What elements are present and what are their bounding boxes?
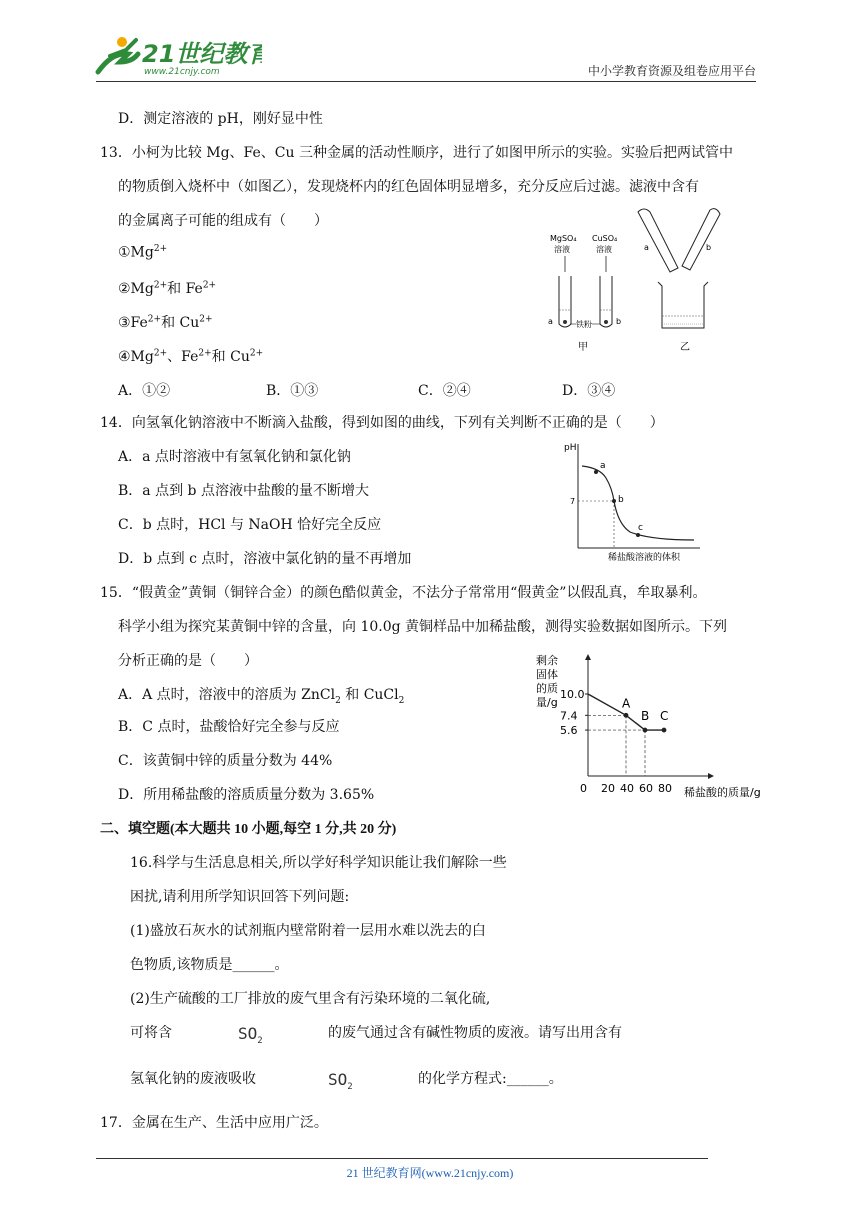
- q15-ylabel-line3: 的质: [536, 682, 558, 695]
- ph-tick-7: 7: [570, 497, 576, 506]
- q15-point-label-A: A: [622, 696, 631, 711]
- q15-point-label-C: C: [660, 709, 669, 724]
- figure-jia-caption: 甲: [578, 342, 588, 353]
- iron-powder-label: 铁粉: [576, 320, 592, 329]
- q16-line6-start: 可将含: [130, 1025, 172, 1041]
- q15-x-tick-label: 0: [580, 782, 587, 795]
- q14-option-a: A．a 点时溶液中有氢氧化钠和氯化钠: [118, 449, 351, 465]
- q16-line1: 16.科学与生活息息相关,所以学好科学知识能让我们解除一些: [130, 855, 507, 871]
- q15-y-tick-label: 7.4: [560, 709, 578, 723]
- ph-label-b: b: [618, 495, 624, 505]
- q13-item-2: $②Mg^{2+}$和 $Fe^{2+}$: [118, 280, 217, 297]
- tube2-label-line2: 溶液: [596, 245, 612, 254]
- q14-stem: 14．向氢氧化钠溶液中不断滴入盐酸，得到如图的曲线，下列有关判断不正确的是（ ）: [100, 415, 664, 431]
- q13-item-1: $①Mg^{2+}$: [118, 244, 168, 261]
- q15-option-b: B．C 点时，盐酸恰好完全参与反应: [118, 719, 340, 735]
- ph-axis-label: pH: [564, 443, 577, 453]
- q13-item-4: $④Mg^{2+}$、$Fe^{2+}$和 $Cu^{2+}$: [118, 348, 264, 365]
- logo-url: www.21cnjy.com: [144, 67, 220, 77]
- q15-option-a: A．A 点时，溶液中的溶质为 ZnCl$_2$ 和 CuCl$_2$: [118, 687, 405, 706]
- footer-divider: [96, 1158, 708, 1159]
- q13-stem-line2: 的物质倒入烧杯中（如图乙），发现烧杯内的红色固体明显增多，充分反应后过滤。滤液中含有: [118, 179, 699, 195]
- q16-line6-end: 的废气通过含有碱性物质的废液。请写出用含有: [328, 1025, 622, 1041]
- q15-stem-line2: 科学小组为探究某黄铜中锌的含量，向 10.0g 黄铜样品中加稀盐酸，测得实验数据如图所示。下列: [118, 619, 728, 635]
- ph-label-a: a: [600, 461, 606, 471]
- q14-option-b: B．a 点到 b 点溶液中盐酸的量不断增大: [118, 483, 369, 499]
- tilted-tube-a: [638, 209, 678, 272]
- so2-formula-2: $SO_2$: [328, 1070, 353, 1093]
- tube2-label-line1: CuSO₄: [592, 234, 618, 243]
- tube1-label-line2: 溶液: [554, 245, 570, 254]
- q15-xlabel: 稀盐酸的质量/g: [684, 786, 761, 799]
- q15-y-tick-label: 10.0: [560, 688, 585, 701]
- tube-b-label: b: [616, 317, 622, 326]
- q16-line5: (2)生产硫酸的工厂排放的废气里含有污染环境的二氧化硫,: [130, 991, 491, 1007]
- q15-stem-line1: 15．“假黄金”黄铜（铜锌合金）的颜色酷似黄金，不法分子常常用“假黄金”以假乱真，牟取暴利。: [100, 585, 707, 601]
- q15-point-A: [624, 713, 629, 718]
- q13-experiment-figure: [540, 200, 740, 360]
- q13-stem-line3: 的金属离子可能的组成有（ ）: [118, 213, 328, 229]
- q15-ylabel-line2: 固体: [536, 668, 558, 681]
- q13-option-c: C．②④: [418, 383, 471, 399]
- q13-option-a: A．①②: [118, 383, 171, 399]
- q16-line7-start: 氢氧化钠的废液吸收: [130, 1071, 256, 1087]
- q16-line7-end: 的化学方程式:______。: [418, 1071, 563, 1087]
- q15-point-label-B: B: [641, 709, 650, 724]
- test-tube-b: [600, 276, 612, 327]
- so2-formula-1: $SO_2$: [238, 1024, 263, 1047]
- q15-x-axis-arrow: [708, 773, 714, 779]
- section-2-title: 二、填空题(本大题共 10 小题,每空 1 分,共 20 分): [100, 822, 397, 837]
- q14-option-d: D．b 点到 c 点时，溶液中氯化钠的量不再增加: [118, 551, 412, 567]
- tilted-b-label: b: [706, 243, 712, 252]
- footer-source: 21 世纪教育网(www.21cnjy.com): [346, 1166, 514, 1180]
- ph-label-c: c: [638, 523, 643, 533]
- ph-x-label: 稀盐酸溶液的体积: [608, 553, 681, 563]
- q16-line4: 色物质,该物质是______。: [130, 957, 289, 973]
- test-tube-a: [559, 276, 571, 327]
- q12-option-d: D．测定溶液的 pH，刚好显中性: [118, 111, 323, 127]
- q13-stem-line1: 13．小柯为比较 Mg、Fe、Cu 三种金属的活动性顺序，进行了如图甲所示的实验。实验后把两试管中: [100, 145, 733, 161]
- tilted-tube-b: [682, 209, 720, 270]
- q13-option-b: B．①③: [266, 383, 319, 399]
- logo-title: 21世纪教育: [142, 40, 262, 68]
- tilted-a-label: a: [644, 243, 649, 252]
- q13-item-3: $③Fe^{2+}$和 $Cu^{2+}$: [118, 314, 213, 331]
- q14-ph-chart: [560, 436, 710, 566]
- figure-yi-caption: 乙: [680, 342, 690, 353]
- q15-option-d: D．所用稀盐酸的溶质质量分数为 3.65%: [118, 787, 375, 803]
- q15-x-tick-label: 40: [620, 782, 634, 795]
- q15-option-c: C．该黄铜中锌的质量分数为 44%: [118, 753, 333, 769]
- header-platform-name: 中小学教育资源及组卷应用平台: [587, 64, 756, 78]
- runner-logo-icon: [92, 32, 262, 78]
- q15-mass-chart: [528, 650, 778, 802]
- q17-stem: 17．金属在生产、生活中应用广泛。: [100, 1115, 328, 1131]
- site-logo: [92, 32, 262, 82]
- q15-stem-line3: 分析正确的是（ ）: [118, 653, 258, 669]
- q15-x-tick-label: 80: [658, 782, 672, 795]
- q15-ylabel-line1: 剩余: [536, 654, 558, 667]
- q14-option-c: C．b 点时，HCl 与 NaOH 恰好完全反应: [118, 517, 382, 533]
- q13-option-d: D．③④: [562, 383, 616, 399]
- q15-x-tick-label: 60: [639, 782, 653, 795]
- q15-x-tick-label: 20: [601, 782, 615, 795]
- q15-ylabel-line4: 量/g: [536, 696, 558, 709]
- tube-a-label: a: [548, 317, 553, 326]
- q16-line2: 困扰,请利用所学知识回答下列问题:: [130, 889, 350, 905]
- beaker: [658, 282, 708, 328]
- q15-point-B: [643, 728, 648, 733]
- q15-y-tick-label: 5.6: [560, 724, 578, 738]
- q16-line3: (1)盛放石灰水的试剂瓶内壁常附着一层用水难以洗去的白: [130, 923, 486, 939]
- q15-point-C: [662, 728, 667, 733]
- ph-point-a: [594, 470, 598, 474]
- q15-y-axis-arrow: [585, 654, 591, 660]
- header-divider: [96, 81, 756, 82]
- ph-point-b: [612, 499, 616, 503]
- ph-point-c: [636, 533, 640, 537]
- tube1-label-line1: MgSO₄: [550, 234, 577, 243]
